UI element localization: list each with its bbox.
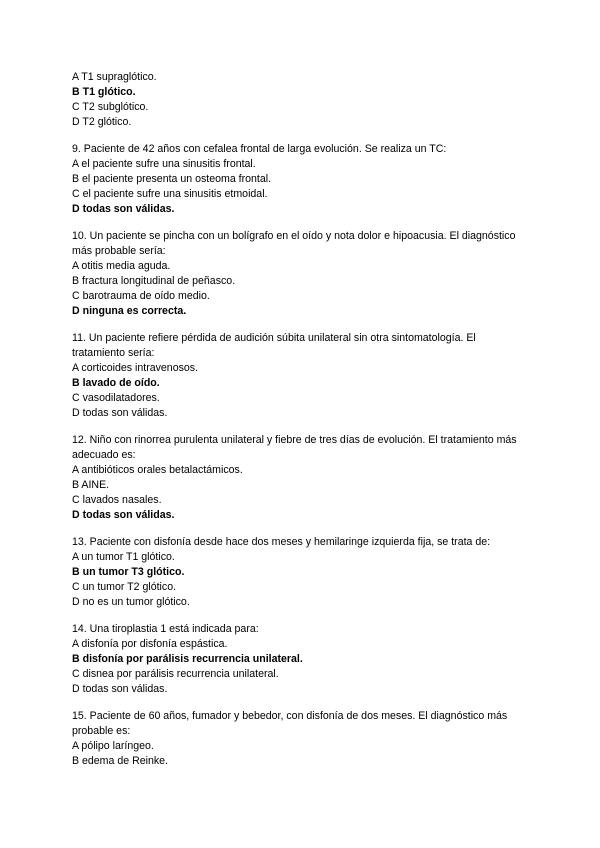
option-b-correct: B T1 glótico.: [72, 86, 136, 98]
option-c: C T2 subglótico.: [72, 101, 149, 113]
question-stem: 15. Paciente de 60 años, fumador y bebedor, con disfonía de dos meses. El diagnóstico más probable es:: [72, 710, 508, 737]
question-block-13: [72, 535, 520, 610]
question-block-15: [72, 709, 520, 769]
option-b-correct: B lavado de oído.: [72, 377, 160, 389]
option-c: C lavados nasales.: [72, 494, 162, 506]
question-block-12: [72, 433, 520, 523]
option-d-correct: D todas son válidas.: [72, 509, 175, 521]
option-d: D T2 glótico.: [72, 116, 132, 128]
option-d: D no es un tumor glótico.: [72, 596, 190, 608]
option-a: A un tumor T1 glótico.: [72, 551, 175, 563]
option-d-correct: D ninguna es correcta.: [72, 305, 187, 317]
option-b: B el paciente presenta un osteoma frontal.: [72, 173, 272, 185]
option-a: A T1 supraglótico.: [72, 71, 157, 83]
option-a: A otitis media aguda.: [72, 260, 171, 272]
option-a: A disfonía por disfonía espástica.: [72, 638, 228, 650]
option-c: C vasodilatadores.: [72, 392, 160, 404]
option-b: B fractura longitudinal de peñasco.: [72, 275, 236, 287]
option-a: A pólipo laríngeo.: [72, 740, 154, 752]
option-d: D todas son válidas.: [72, 683, 168, 695]
option-c: C el paciente sufre una sinusitis etmoidal.: [72, 188, 268, 200]
question-block-9: [72, 142, 520, 217]
option-b: B edema de Reinke.: [72, 755, 168, 767]
question-stem: 10. Un paciente se pincha con un bolígrafo en el oído y nota dolor e hipoacusia. El diagnóstico más probable sería:: [72, 230, 516, 257]
option-c: C barotrauma de oído medio.: [72, 290, 210, 302]
question-block-14: [72, 622, 520, 697]
question-stem: 12. Niño con rinorrea purulenta unilateral y fiebre de tres días de evolución. El tratamiento más adecuado es:: [72, 434, 517, 461]
question-block-10: [72, 229, 520, 319]
question-block-continuation: [72, 70, 520, 130]
option-b-correct: B un tumor T3 glótico.: [72, 566, 185, 578]
option-d-correct: D todas son válidas.: [72, 203, 175, 215]
question-stem: 9. Paciente de 42 años con cefalea frontal de larga evolución. Se realiza un TC:: [72, 143, 447, 155]
question-stem: 11. Un paciente refiere pérdida de audición súbita unilateral sin otra sintomatología. El tratamiento sería:: [72, 332, 476, 359]
option-d: D todas son válidas.: [72, 407, 168, 419]
option-a: A el paciente sufre una sinusitis frontal.: [72, 158, 256, 170]
option-b: B AINE.: [72, 479, 110, 491]
option-a: A corticoides intravenosos.: [72, 362, 199, 374]
option-a: A antibióticos orales betalactámicos.: [72, 464, 243, 476]
option-c: C disnea por parálisis recurrencia unilateral.: [72, 668, 279, 680]
question-stem: 14. Una tiroplastia 1 está indicada para:: [72, 623, 259, 635]
question-block-11: [72, 331, 520, 421]
question-stem: 13. Paciente con disfonía desde hace dos meses y hemilaringe izquierda fija, se trata de:: [72, 536, 491, 548]
option-c: C un tumor T2 glótico.: [72, 581, 177, 593]
option-b-correct: B disfonía por parálisis recurrencia unilateral.: [72, 653, 303, 665]
